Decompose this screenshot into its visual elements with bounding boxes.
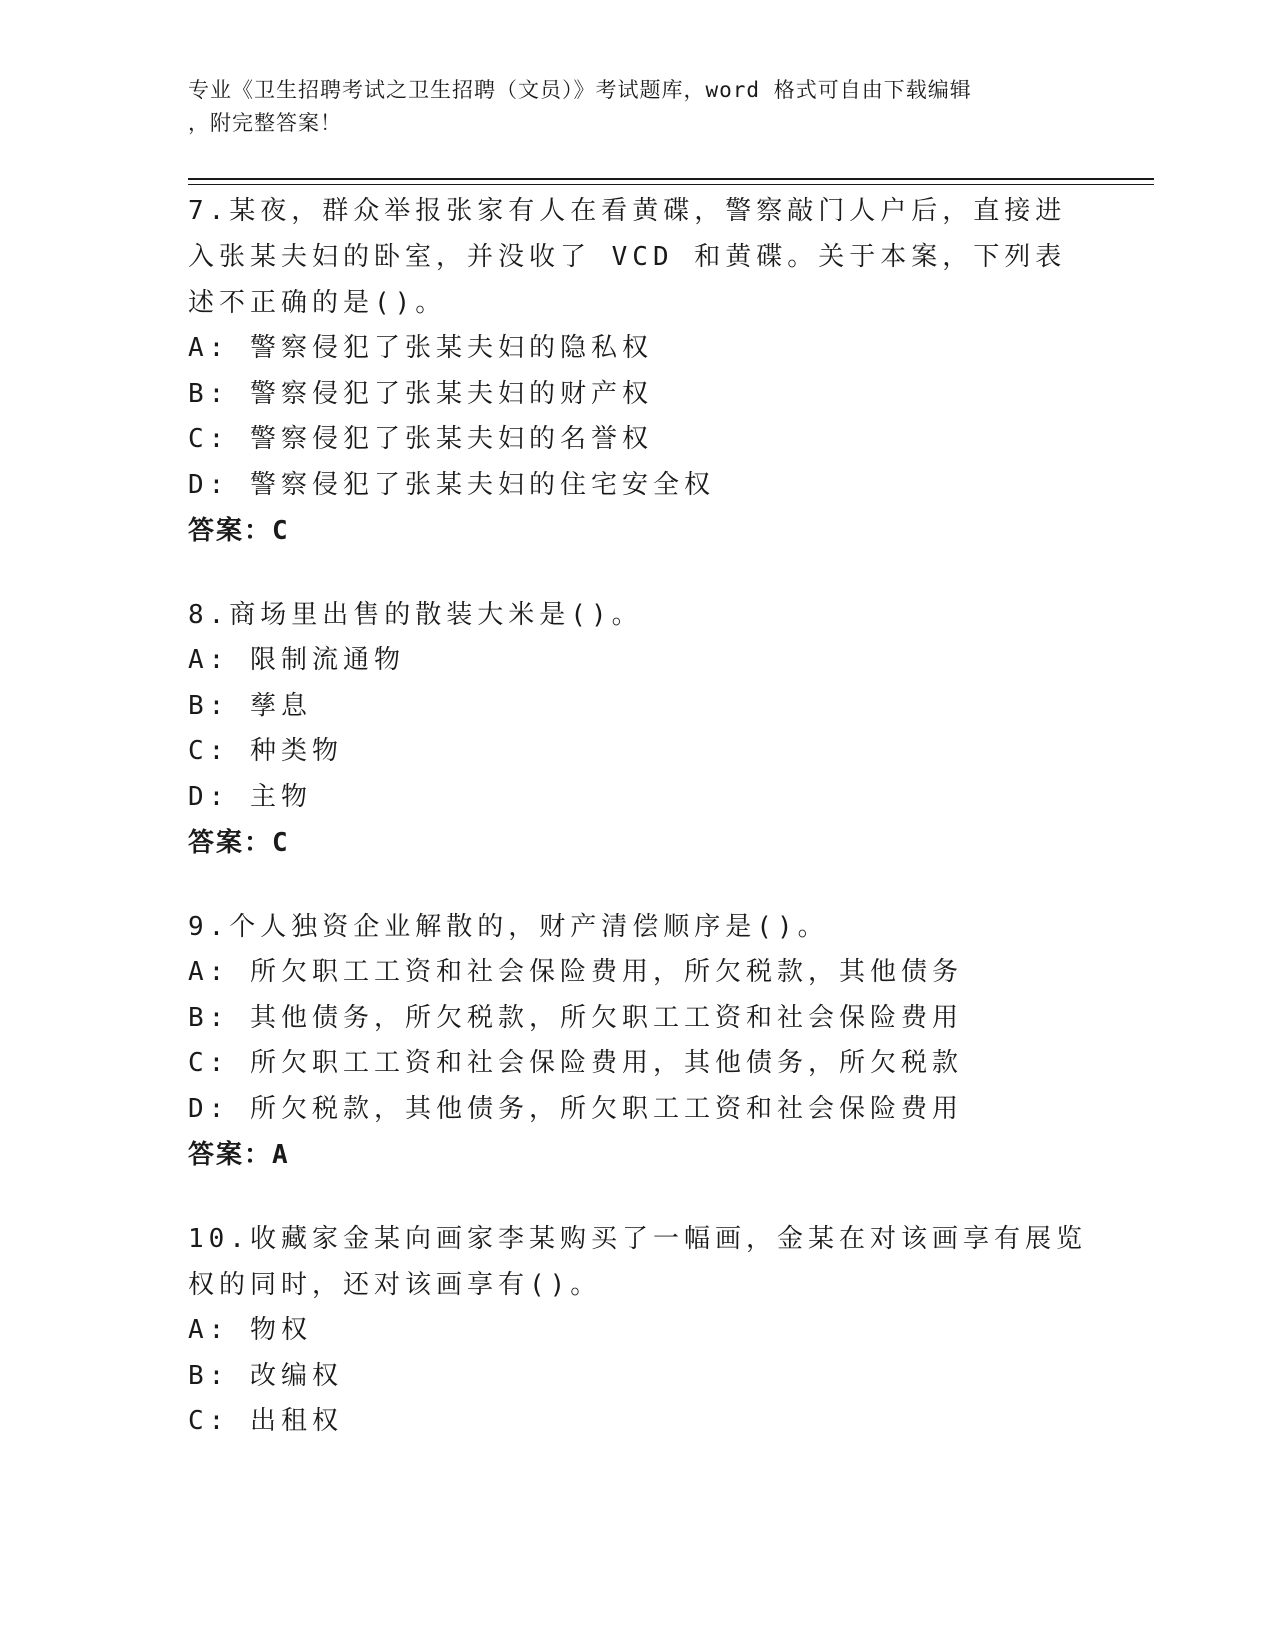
option-a: A: 警察侵犯了张某夫妇的隐私权	[188, 333, 653, 363]
question-list	[188, 188, 1088, 1483]
option-a: A: 限制流通物	[188, 645, 405, 675]
option-b: B: 其他债务，所欠税款，所欠职工工资和社会保险费用	[188, 1002, 963, 1033]
answer-line: 答案：C	[188, 516, 290, 546]
header-divider-thick	[188, 178, 1154, 180]
header-line-1: 专业《卫生招聘考试之卫生招聘（文员）》考试题库，word 格式可自由下载编辑	[188, 78, 972, 102]
option-c: C: 种类物	[188, 736, 343, 766]
option-b: B: 警察侵犯了张某夫妇的财产权	[188, 378, 653, 409]
question-text: 8.商场里出售的散装大米是()。	[188, 600, 643, 630]
question-text: 9.个人独资企业解散的，财产清偿顺序是()。	[188, 912, 829, 942]
option-d: D: 警察侵犯了张某夫妇的住宅安全权	[188, 469, 715, 500]
header-divider-thin	[188, 184, 1154, 185]
option-a: A: 所欠职工工资和社会保险费用，所欠税款，其他债务	[188, 957, 963, 987]
option-a: A: 物权	[188, 1315, 312, 1345]
answer-line: 答案：C	[188, 828, 290, 858]
question-8	[188, 592, 1088, 866]
option-c: C: 所欠职工工资和社会保险费用，其他债务，所欠税款	[188, 1048, 963, 1078]
option-c: C: 出租权	[188, 1406, 343, 1436]
option-d: D: 所欠税款，其他债务，所欠职工工资和社会保险费用	[188, 1093, 963, 1124]
question-10	[188, 1216, 1088, 1445]
question-7	[188, 188, 1088, 554]
option-d: D: 主物	[188, 781, 312, 812]
question-text: 10.收藏家金某向画家李某购买了一幅画，金某在对该画享有展览权的同时，还对该画享有()。	[188, 1224, 1087, 1300]
option-b: B: 改编权	[188, 1360, 343, 1391]
document-header	[188, 74, 1078, 140]
question-text: 7.某夜，群众举报张家有人在看黄碟，警察敲门人户后，直接进入张某夫妇的卧室，并没收了 VCD 和黄碟。关于本案，下列表述不正确的是()。	[188, 196, 1067, 318]
question-9	[188, 904, 1088, 1178]
header-line-2: ，附完整答案！	[188, 111, 342, 135]
answer-line: 答案：A	[188, 1140, 290, 1170]
option-b: B: 孳息	[188, 690, 312, 721]
option-c: C: 警察侵犯了张某夫妇的名誉权	[188, 424, 653, 454]
